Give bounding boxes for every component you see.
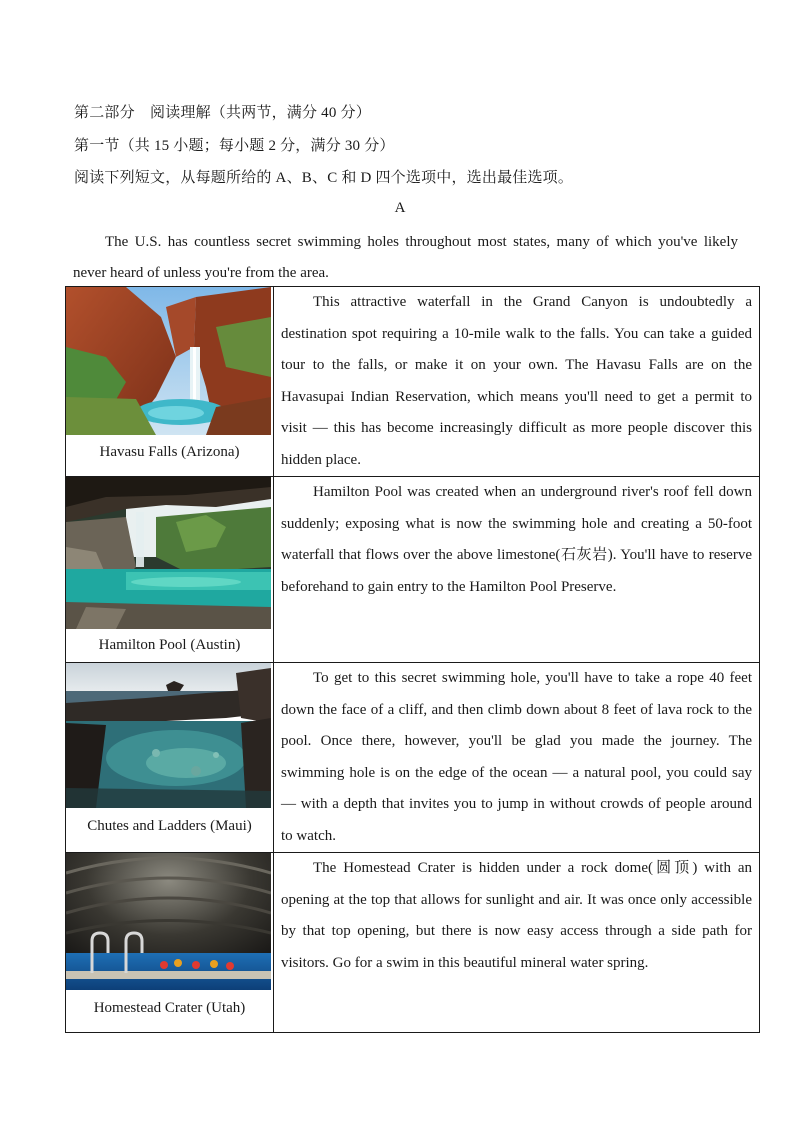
place-description: Hamilton Pool was created when an underground river's roof fell down suddenly; exposing what is now the swimming hole and creating a 50-foot waterfall that flows over the above limestone(石灰岩). You'll have to reserve beforehand to gain entry to the Hamilton Pool Preserve.	[281, 484, 752, 595]
description-cell	[274, 663, 760, 853]
image-cell	[66, 663, 274, 853]
table-row	[66, 853, 760, 1033]
table-row	[66, 477, 760, 663]
place-description: This attractive waterfall in the Grand Canyon is undoubtedly a destination spot requiring a 10-mile walk to the falls. You can take a guided tour to the falls, or make it on your own. The Havasu Falls are on the Havasupai Indian Reservation, which means you'll need to get a permit to visit — this has become increasingly difficult as more people discover this hidden place.	[281, 294, 752, 468]
image-caption: Chutes and Ladders (Maui)	[87, 818, 252, 834]
passage-intro: The U.S. has countless secret swimming holes throughout most states, many of which you've likely never heard of unless you're from the area.	[73, 234, 738, 281]
crater-dome-pool-photo	[66, 853, 271, 990]
passage-letter: A	[394, 200, 406, 216]
image-cell	[66, 287, 274, 477]
lava-rock-ocean-pool-photo	[66, 663, 271, 808]
image-caption: Havasu Falls (Arizona)	[99, 444, 240, 460]
place-description: To get to this secret swimming hole, you'll have to take a rope 40 feet down the face of a cliff, and then climb down about 8 feet of lava rock to the pool. Once there, however, you'll be glad you made the journey. The swimming hole is on the edge of the ocean — a natural pool, you could say — with a depth that invites you to jump in without crowds of people around to watch.	[281, 670, 752, 844]
waterfall-canyon-photo	[66, 287, 271, 435]
instructions: 阅读下列短文，从每题所给的 A、B、C 和 D 四个选项中，选出最佳选项。	[74, 170, 574, 186]
grotto-pool-photo	[66, 477, 271, 629]
section-heading: 第一节（共 15 小题；每小题 2 分，满分 30 分）	[74, 138, 395, 154]
description-cell	[274, 477, 760, 663]
part-heading: 第二部分 阅读理解（共两节，满分 40 分）	[74, 105, 371, 121]
table-row	[66, 663, 760, 853]
description-cell	[274, 853, 760, 1033]
image-caption: Hamilton Pool (Austin)	[98, 637, 241, 653]
place-description: The Homestead Crater is hidden under a rock dome(圆顶) with an opening at the top that allows for sunlight and air. It was once only accessible by that top opening, but there is now easy access through a side path for visitors. Go for a swim in this beautiful mineral water spring.	[281, 860, 752, 971]
places-table	[65, 286, 760, 1033]
image-cell	[66, 477, 274, 663]
image-cell	[66, 853, 274, 1033]
table-row	[66, 287, 760, 477]
image-caption: Homestead Crater (Utah)	[93, 1000, 246, 1016]
description-cell	[274, 287, 760, 477]
